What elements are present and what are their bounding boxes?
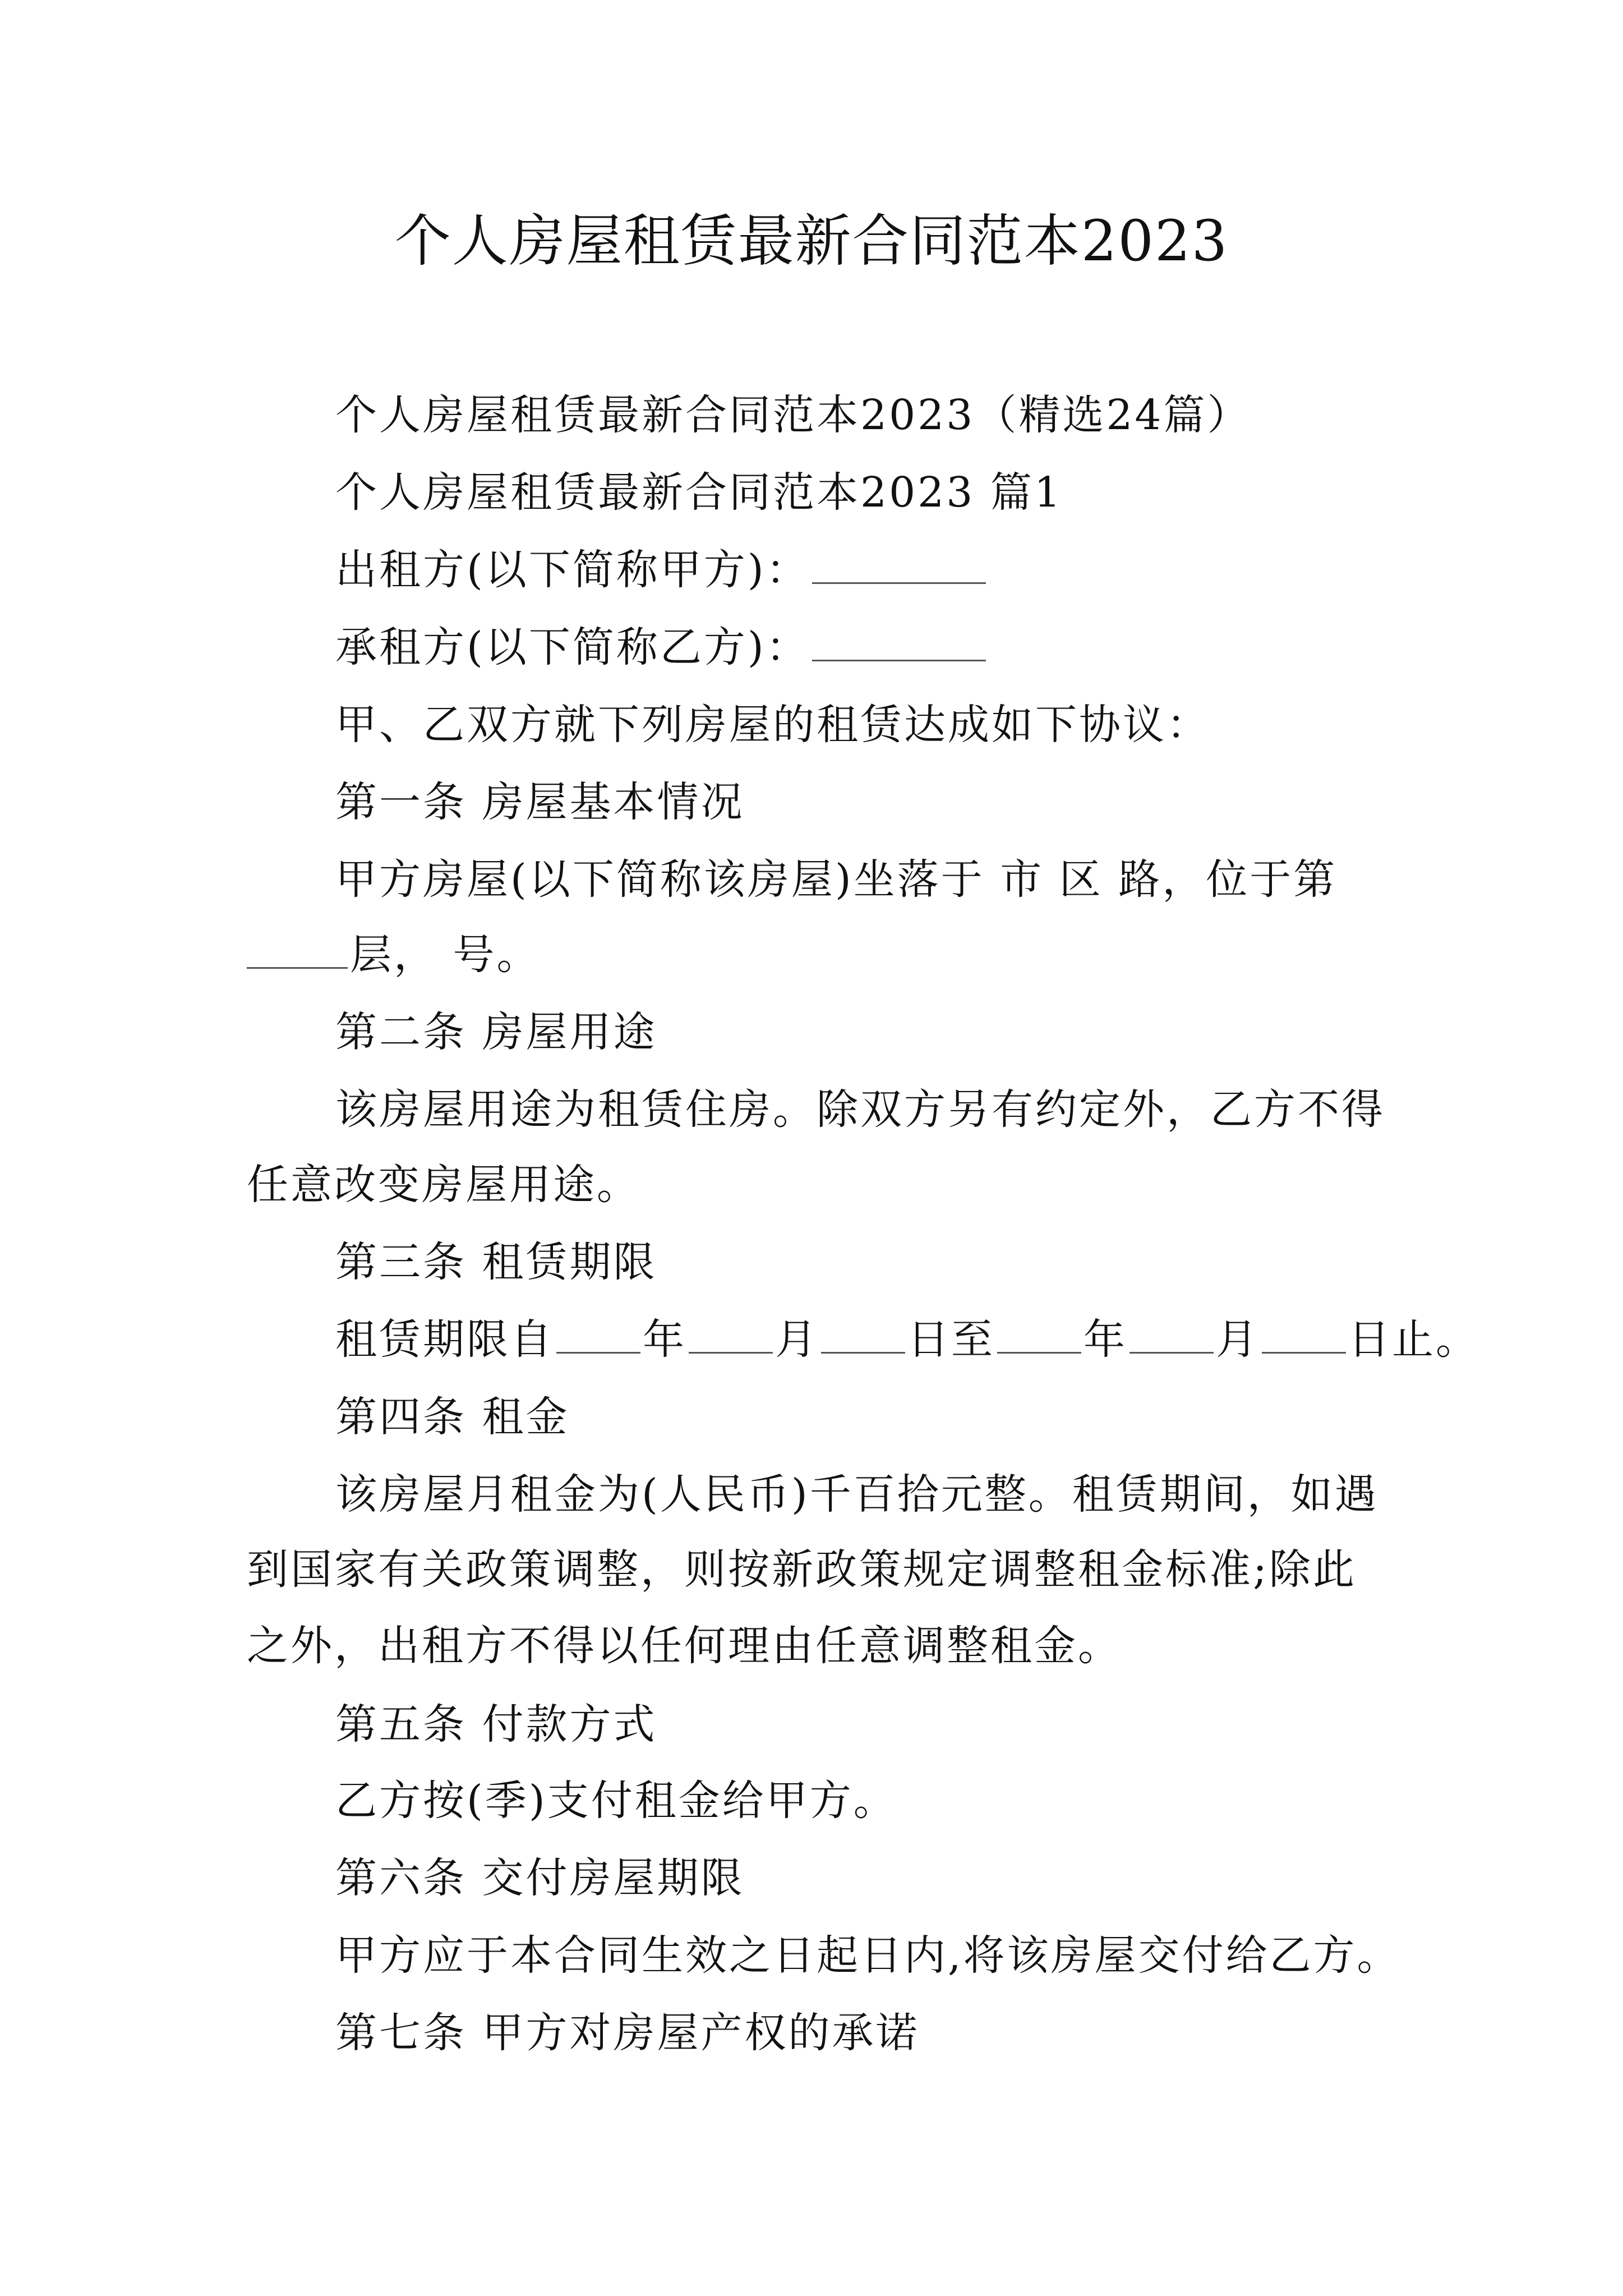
subtitle-line: 个人房屋租赁最新合同范本2023（精选24篇）: [335, 391, 1251, 439]
article-2-heading: 第二条 房屋用途: [335, 1008, 657, 1056]
lessor-line: [335, 542, 988, 598]
article-3-text: [335, 1312, 1479, 1368]
article-4-text-cont-1: 到国家有关政策调整，则按新政策规定调整租金标准;除此: [247, 1545, 1357, 1594]
article-4-text: 该房屋月租金为(人民币)千百拾元整。租赁期间，如遇: [335, 1470, 1378, 1519]
lessee-label: 承租方(以下简称乙方)：: [335, 623, 810, 671]
article-1-heading: 第一条 房屋基本情况: [335, 778, 745, 826]
lessor-label: 出租方(以下简称甲方)：: [335, 546, 810, 594]
end-month-blank: [1129, 1316, 1214, 1354]
end-day-blank: [1262, 1316, 1346, 1354]
term-day-1: 日至: [907, 1315, 995, 1364]
article-6-text: 甲方应于本合同生效之日起日内,将该房屋交付给乙方。: [335, 1931, 1401, 1980]
term-month-1: 月: [775, 1315, 819, 1364]
article-4-text-cont-2: 之外，出租方不得以任何理由任意调整租金。: [247, 1622, 1122, 1670]
article-1-text: 甲方房屋(以下简称该房屋)坐落于 市 区 路，位于第: [335, 855, 1338, 904]
agreement-line: 甲、乙双方就下列房屋的租赁达成如下协议：: [335, 701, 1210, 749]
term-year-1: 年: [643, 1315, 686, 1364]
article-5-heading: 第五条 付款方式: [335, 1700, 657, 1749]
end-year-blank: [997, 1316, 1081, 1354]
article-3-heading: 第三条 租赁期限: [335, 1238, 657, 1286]
term-prefix: 租赁期限自: [335, 1315, 554, 1364]
article-1-text-cont: [247, 927, 541, 983]
lessor-blank: [812, 546, 986, 584]
term-day-2: 日止。: [1348, 1315, 1479, 1364]
start-year-blank: [556, 1316, 640, 1354]
article-4-heading: 第四条 租金: [335, 1393, 570, 1441]
lessee-blank: [812, 624, 986, 661]
article-2-text: 该房屋用途为租赁住房。除双方另有约定外，乙方不得: [335, 1085, 1385, 1134]
term-month-2: 月: [1216, 1315, 1260, 1364]
article-2-text-cont: 任意改变房屋用途。: [247, 1161, 640, 1209]
section-heading: 个人房屋租赁最新合同范本2023 篇1: [335, 468, 1063, 517]
article-5-text: 乙方按(季)支付租金给甲方。: [335, 1777, 897, 1825]
floor-blank: [247, 931, 348, 969]
floor-text: 层， 号。: [350, 931, 541, 979]
article-6-heading: 第六条 交付房屋期限: [335, 1854, 745, 1902]
start-day-blank: [821, 1316, 905, 1354]
article-7-heading: 第七条 甲方对房屋产权的承诺: [335, 2009, 920, 2057]
term-year-2: 年: [1083, 1315, 1127, 1364]
document-title: 个人房屋租赁最新合同范本2023: [394, 208, 1229, 274]
lessee-line: [335, 619, 988, 675]
start-month-blank: [689, 1316, 773, 1354]
